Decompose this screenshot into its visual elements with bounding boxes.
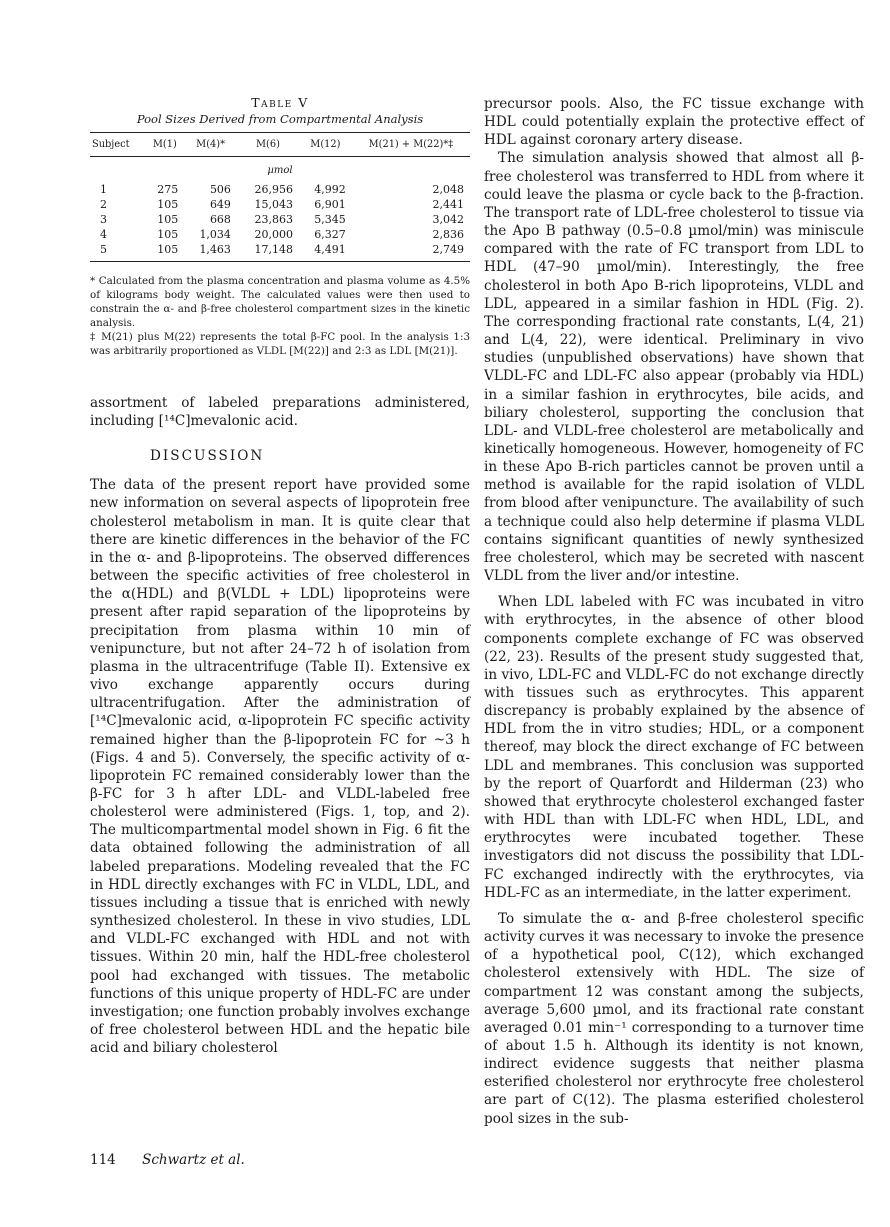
table-cell: 2	[100, 198, 107, 211]
table-cell: 649	[209, 198, 231, 211]
page-footer	[90, 1152, 245, 1168]
table-cell: 26,956	[254, 183, 294, 196]
right-column	[484, 95, 864, 1128]
unit-row	[90, 157, 470, 183]
table-cell: 4,491	[299, 242, 352, 262]
table-header-row	[90, 133, 470, 157]
header-m4: M(4)*	[184, 133, 237, 157]
table-row	[90, 227, 470, 242]
table-cell: 6,901	[314, 198, 346, 211]
header-m12: M(12)	[299, 133, 352, 157]
continuation-paragraph: assortment of labeled preparations administered, including [¹⁴C]mevalonic acid.	[90, 395, 470, 430]
table-row	[90, 197, 470, 212]
table-cell: 15,043	[254, 198, 294, 211]
table-cell: 23,863	[254, 213, 294, 226]
table-v	[90, 95, 470, 358]
table-cell: 2,048	[432, 183, 464, 196]
table-cell: 105	[145, 242, 184, 262]
table-cell: 4	[100, 228, 107, 241]
table-cell: 1	[100, 183, 107, 196]
page-number: 114	[90, 1152, 116, 1168]
paragraph-in-vitro: When LDL labeled with FC was incubated in vitro with erythrocytes, in the absence of other blood components complete exchange of FC was observed (22, 23). Results of the present study suggested that, in vivo, LDL-FC and VLDL-FC do not exchange directly with tissues such as erythrocytes. This apparent discrepancy is probably explained by the absence of HDL from the in vitro studies; HDL, or a component thereof, may block the direct exchange of FC between LDL and membranes. This conclusion was supported by the report of Quarfordt and Hilderman (23) who showed that erythrocyte cholesterol exchanged faster with HDL than with LDL-FC when HDL, LDL, and erythrocytes were incubated together. These investigators did not discuss the possibility that LDL-FC exchanged indirectly with the erythrocytes, via HDL-FC as an intermediate, in the latter experiment.	[484, 594, 864, 901]
header-m6: M(6)	[237, 133, 299, 157]
table-cell: 1,463	[184, 242, 237, 262]
table-cell: 2,441	[432, 198, 464, 211]
table-cell: 275	[157, 183, 179, 196]
table-title: Pool Sizes Derived from Compartmental Analysis	[136, 112, 424, 126]
table-row	[90, 182, 470, 197]
table-footnote-asterisk: * Calculated from the plasma concentration and plasma volume as 4.5% of kilograms body weight. The calculated values were then used to constrain the α- and β-free cholesterol compartment sizes in the kinetic analysis.	[90, 275, 470, 329]
table-cell: 506	[209, 183, 231, 196]
table-cell: 3	[100, 213, 107, 226]
table-label: Table V	[251, 95, 309, 110]
running-authors: Schwartz et al.	[142, 1152, 245, 1168]
table-cell: 3,042	[432, 213, 464, 226]
table-cell: 105	[157, 198, 179, 211]
header-m21-m22: M(21) + M(22)*‡	[352, 133, 470, 157]
table-row	[90, 242, 470, 262]
table-cell: 2,749	[352, 242, 470, 262]
header-m1: M(1)	[145, 133, 184, 157]
table-cell: 105	[157, 213, 179, 226]
header-subject: Subject	[90, 133, 145, 157]
section-heading-discussion: DISCUSSION	[150, 448, 265, 465]
table-cell: 105	[157, 228, 179, 241]
table-footnote-dagger: ‡ M(21) plus M(22) represents the total β-FC pool. In the analysis 1:3 was arbitrarily proportioned as VLDL [M(22)] and 2:3 as LDL [M(21)].	[90, 331, 470, 357]
paragraph-simulation: The simulation analysis showed that almost all β-free cholesterol was transferred to HDL from where it could leave the plasma or cycle back to the β-fraction. The transport rate of LDL-free cholesterol to tissue via the Apo B pathway (0.5–0.8 µmol/min) was miniscule compared with the rate of FC transport from LDL to HDL (47–90 µmol/min). Interestingly, the free cholesterol in both Apo B-rich lipoproteins, VLDL and LDL, appeared in a similar fashion in HDL (Fig. 2). The corresponding fractional rate constants, L(4, 21) and L(4, 22), were identical. Preliminary in vivo studies (unpublished observations) have shown that VLDL-FC and LDL-FC also appear (probably via HDL) in a similar fashion in erythrocytes, bile acids, and biliary cholesterol, supporting the conclusion that LDL- and VLDL-free cholesterol are metabolically and kinetically homogeneous. However, homogeneity of FC in these Apo B-rich particles cannot be proven until a method is available for the rapid isolation of VLDL from blood after venipuncture. The availability of such a technique could also help determine if plasma VLDL contains significant quantities of newly synthesized free cholesterol, which may be secreted with nascent VLDL from the liver and/or intestine.	[484, 150, 864, 585]
table-cell: 4,992	[314, 183, 346, 196]
paragraph-compartment-12: To simulate the α- and β-free cholesterol specific activity curves it was necessary to invoke the presence of a hypothetical pool, C(12), which exchanged cholesterol extensively with HDL. The size of compartment 12 was constant among the subjects, average 5,600 µmol, and its fractional rate constant averaged 0.01 min⁻¹ corresponding to a turnover time of about 1.5 h. Although its identity is not known, indirect evidence suggests that neither plasma esterified cholesterol nor erythrocyte free cholesterol are part of C(12). The plasma esterified cholesterol pool sizes in the sub-	[484, 910, 864, 1127]
table-cell: 17,148	[237, 242, 299, 262]
pool-sizes-table	[90, 132, 470, 262]
left-column	[90, 95, 470, 1057]
table-cell: 20,000	[254, 228, 294, 241]
table-cell: 5,345	[314, 213, 346, 226]
table-cell: 2,836	[432, 228, 464, 241]
unit-label: µmol	[267, 165, 293, 176]
paragraph-precursor: precursor pools. Also, the FC tissue exchange with HDL could potentially explain the protective effect of HDL against coronary artery disease.	[484, 96, 864, 149]
discussion-paragraph: The data of the present report have provided some new information on several aspects of lipoprotein free cholesterol metabolism in man. It is quite clear that there are kinetic differences in the behavior of the FC in the α- and β-lipoproteins. The observed differences between the specific activities of free cholesterol in the α(HDL) and β(VLDL + LDL) lipoproteins were present after rapid separation of the lipoproteins by precipitation from plasma within 10 min of venipuncture, but not after 24–72 h of isolation from plasma in the ultracentrifuge (Table II). Extensive ex vivo exchange apparently occurs during ultracentrifugation. After the administration of [¹⁴C]mevalonic acid, α-lipoprotein FC specific activity remained higher than the β-lipoprotein FC for ~3 h (Figs. 4 and 5). Conversely, the specific activity of α-lipoprotein FC remained considerably lower than the β-FC for 3 h after LDL- and VLDL-labeled free cholesterol were administered (Figs. 1, top, and 2). The multicompartmental model shown in Fig. 6 fit the data obtained following the administration of all labeled preparations. Modeling revealed that the FC in HDL directly exchanges with FC in VLDL, LDL, and tissues including a tissue that is enriched with newly synthesized cholesterol. In these in vivo studies, LDL and VLDL-FC exchanged with HDL and not with tissues. Within 20 min, half the HDL-free cholesterol pool had exchanged with tissues. The metabolic functions of this unique property of HDL-FC are under investigation; one function probably involves exchange of free cholesterol between HDL and the hepatic bile acid and biliary cholesterol	[90, 477, 470, 1057]
table-cell: 5	[90, 242, 145, 262]
table-cell: 6,327	[314, 228, 346, 241]
table-cell: 1,034	[199, 228, 231, 241]
table-cell: 668	[209, 213, 231, 226]
table-row	[90, 212, 470, 227]
